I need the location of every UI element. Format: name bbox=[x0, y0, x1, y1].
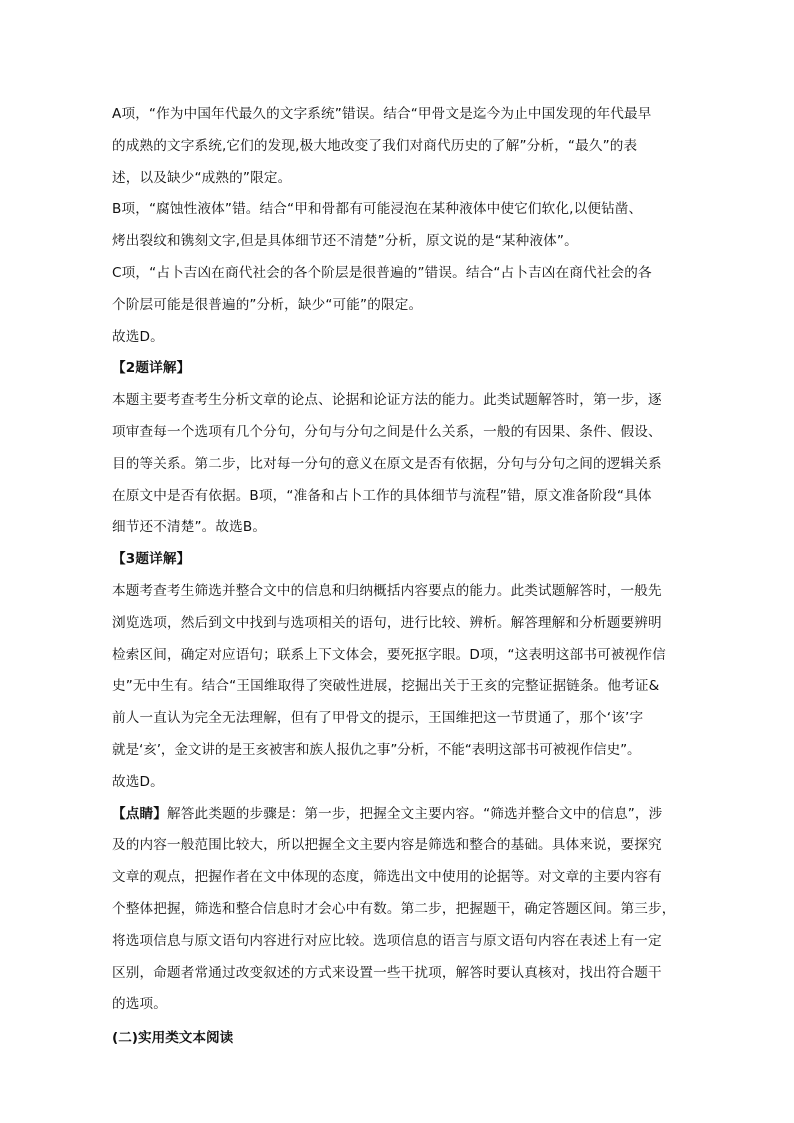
text-line: 项审查每一个选项有几个分句，分句与分句之间是什么关系，一般的有因果、条件、假设、 bbox=[112, 423, 662, 440]
text-line: 的成熟的文字系统,它们的发现,极大地改变了我们对商代历史的了解”分析，“最久”的表 bbox=[112, 137, 638, 154]
text-line: 个整体把握，筛选和整合信息时才会心中有数。第二步，把握题干，确定答题区间。第三步， bbox=[112, 900, 676, 917]
option-b-analysis bbox=[112, 194, 686, 258]
text-line: 本题考查考生筛选并整合文中的信息和归纳概括内容要点的能力。此类试题解答时，一般先 bbox=[112, 582, 662, 599]
tip-section bbox=[112, 799, 686, 1022]
text-line: 本题主要考查考生分析文章的论点、论据和论证方法的能力。此类试题解答时，第一步，逐 bbox=[112, 392, 662, 409]
tip-text: 解答此类题的步骤是：第一步，把握全文主要内容。“筛选并整合文中的信息”，涉 bbox=[166, 805, 663, 822]
text-line: 检索区间，确定对应语句；联系上下文体会，要死抠字眼。D项，“这表明这部书可被视作信 bbox=[112, 646, 666, 663]
text-line: 及的内容一般范围比较大，所以把握全文主要内容是筛选和整合的基础。具体来说，要探究 bbox=[112, 837, 662, 854]
text-line: C项，“占卜吉凶在商代社会的各个阶层是很普遍的”错误。结合“占卜吉凶在商代社会的各 bbox=[112, 264, 652, 281]
text-line: 细节还不清楚”。故选B。 bbox=[112, 519, 267, 536]
text-line: 文章的观点，把握作者在文中体现的态度，筛选出文中使用的论据等。对文章的主要内容有 bbox=[112, 869, 662, 886]
answer-choice-3: 故选D。 bbox=[112, 773, 164, 790]
text-line: 目的等关系。第二步，比对每一分句的意义在原文是否有依据，分句与分句之间的逻辑关系 bbox=[112, 455, 662, 472]
section-title: (二)实用类文本阅读 bbox=[112, 1030, 234, 1047]
text-line: 前人一直认为完全无法理解，但有了甲骨文的提示，王国维把这一节贯通了，那个‘该’字 bbox=[112, 710, 644, 727]
text-line: 个阶层可能是很普遍的”分析，缺少“可能”的限定。 bbox=[112, 296, 423, 313]
tip-label: 【点睛】 bbox=[112, 805, 167, 822]
option-c-analysis bbox=[112, 258, 686, 322]
question-2-heading: 【2题详解】 bbox=[112, 360, 191, 377]
text-line: B项，“腐蚀性液体”错。结合“甲和骨都有可能浸泡在某种液体中使它们软化,以便钻凿、 bbox=[112, 201, 643, 218]
text-line: 将选项信息与原文语句内容进行对应比较。选项信息的语言与原文语句内容在表述上有一定 bbox=[112, 932, 662, 949]
option-a-analysis bbox=[112, 99, 686, 194]
text-line: 区别，命题者常通过改变叙述的方式来设置一些干扰项，解答时要认真核对，找出符合题干 bbox=[112, 964, 662, 981]
text-line: 在原文中是否有依据。B项，“准备和占卜工作的具体细节与流程”错，原文准备阶段“具体 bbox=[112, 487, 652, 504]
text-line: 史”无中生有。结合“王国维取得了突破性进展，挖掘出关于王亥的完整证据链条。他考证& bbox=[112, 678, 660, 695]
text-line: 就是‘亥’，金文讲的是王亥被害和族人报仇之事”分析，不能“表明这部书可被视作信史”。 bbox=[112, 741, 641, 758]
text-line: 的选项。 bbox=[112, 996, 167, 1013]
text-line: A项，“作为中国年代最久的文字系统”错误。结合“甲骨文是迄今为止中国发现的年代最早 bbox=[112, 106, 652, 122]
question-2-analysis bbox=[112, 385, 686, 544]
answer-choice-1: 故选D。 bbox=[112, 328, 164, 345]
answer-explanation bbox=[112, 99, 686, 1053]
text-line: 述，以及缺少“成熟的”限定。 bbox=[112, 169, 292, 186]
text-line: 烤出裂纹和镌刻文字,但是具体细节还不清楚”分析，原文说的是“某种液体”。 bbox=[112, 233, 578, 250]
text-line bbox=[112, 799, 686, 831]
question-3-analysis bbox=[112, 576, 686, 767]
text-line: 浏览选项，然后到文中找到与选项相关的语句，进行比较、辨析。解答理解和分析题要辨明 bbox=[112, 614, 662, 631]
question-3-heading: 【3题详解】 bbox=[112, 551, 191, 568]
